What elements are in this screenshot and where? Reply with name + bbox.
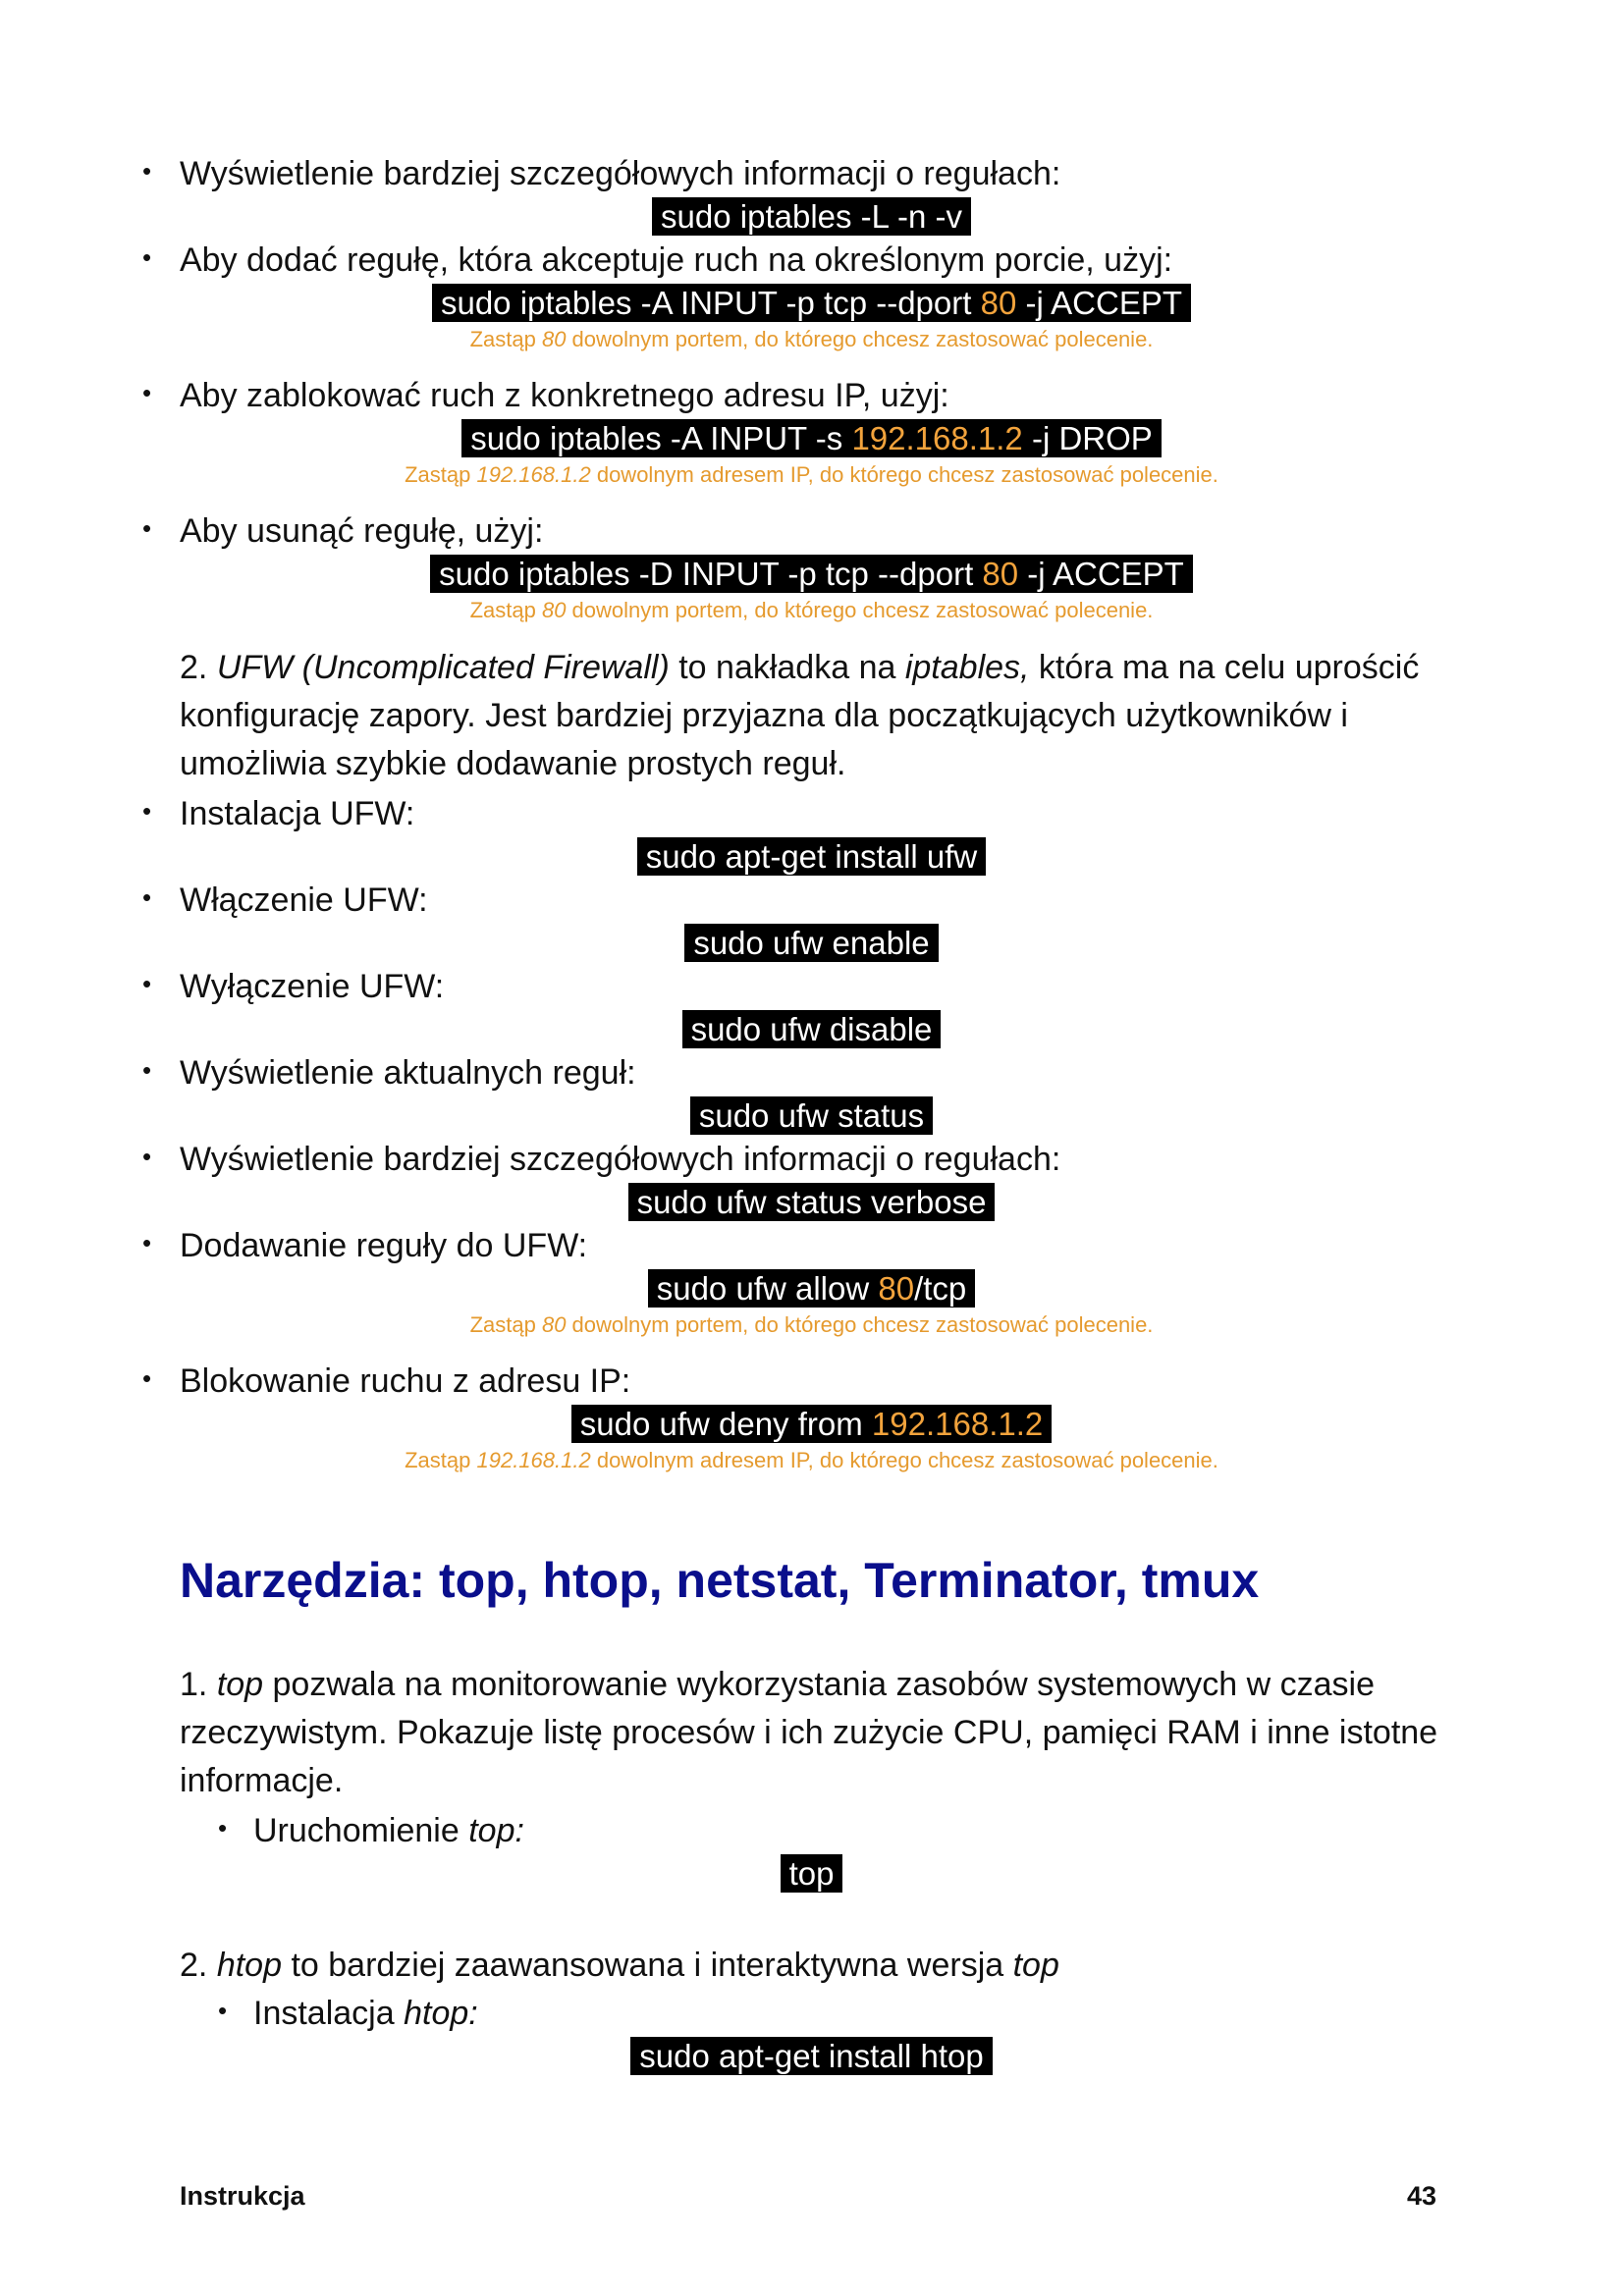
- bullet-iptables-verbose: [180, 152, 1456, 195]
- paragraph-htop: 2. htop to bardziej zaawansowana i interaktywna wersja top: [180, 1947, 1059, 1984]
- command-iptables-drop[interactable]: sudo iptables -A INPUT -s 192.168.1.2 -j DROP: [461, 419, 1162, 457]
- note-replace-ip: Zastąp 192.168.1.2 dowolnym adresem IP, do którego chcesz zastosować polecenie.: [405, 462, 1218, 487]
- command-row: [0, 1096, 1623, 1135]
- bullet-label: Wyświetlenie bardziej szczegółowych informacji o regułach:: [180, 155, 1061, 192]
- command-ufw-deny[interactable]: sudo ufw deny from 192.168.1.2: [571, 1405, 1053, 1443]
- command-top[interactable]: top: [781, 1854, 843, 1893]
- bullet-htop-install: • Instalacja htop:: [253, 1992, 1530, 2035]
- bullet-top-run: • Uruchomienie top:: [253, 1809, 1530, 1852]
- command-placeholder-port: 80: [982, 556, 1019, 592]
- bullet-ufw-enable: [180, 879, 1456, 922]
- command-row: [0, 2037, 1623, 2075]
- command-placeholder-ip: 192.168.1.2: [871, 1406, 1044, 1442]
- bullet-ufw-allow: [180, 1224, 1456, 1267]
- command-ufw-allow[interactable]: sudo ufw allow 80/tcp: [648, 1269, 976, 1308]
- note-replace-ip: Zastąp 192.168.1.2 dowolnym adresem IP, do którego chcesz zastosować polecenie.: [405, 1448, 1218, 1472]
- bullet-iptables-drop: [180, 374, 1456, 417]
- command-row: [0, 419, 1623, 457]
- bullet-iptables-accept: [180, 239, 1456, 282]
- bullet-label: Wyłączenie UFW:: [180, 968, 445, 1005]
- bullet-label: Instalacja UFW:: [180, 795, 415, 832]
- paragraph-top: 1. top pozwala na monitorowanie wykorzystania zasobów systemowych w czasie rzeczywistym. Pokazuje listę procesów i ich zużycie CPU, pamięci RAM i inne istotne informacje.: [180, 1666, 1438, 1799]
- command-htop-install[interactable]: sudo apt-get install htop: [630, 2037, 992, 2075]
- command-row: [0, 1183, 1623, 1221]
- bullet-label: Aby zablokować ruch z konkretnego adresu IP, użyj:: [180, 377, 949, 414]
- bullet-iptables-delete: [180, 509, 1456, 553]
- command-ufw-enable[interactable]: sudo ufw enable: [684, 924, 938, 962]
- command-placeholder-port: 80: [980, 285, 1017, 321]
- command-iptables-delete[interactable]: sudo iptables -D INPUT -p tcp --dport 80 -j ACCEPT: [430, 555, 1193, 593]
- note-replace-port: Zastąp 80 dowolnym portem, do którego chcesz zastosować polecenie.: [469, 598, 1154, 622]
- bullet-ufw-install: [180, 792, 1456, 835]
- command-ufw-install[interactable]: sudo apt-get install ufw: [637, 837, 987, 876]
- bullet-ufw-disable: [180, 965, 1456, 1008]
- command-row: [0, 837, 1623, 876]
- bullet-label: Dodawanie reguły do UFW:: [180, 1227, 588, 1264]
- bullet-label: Aby dodać regułę, która akceptuje ruch na określonym porcie, użyj:: [180, 241, 1173, 279]
- command-row: [0, 1269, 1623, 1308]
- command-row: [0, 1405, 1623, 1443]
- note-replace-port: Zastąp 80 dowolnym portem, do którego chcesz zastosować polecenie.: [469, 1312, 1154, 1337]
- bullet-ufw-deny: [180, 1360, 1456, 1403]
- bullet-label: Aby usunąć regułę, użyj:: [180, 512, 544, 550]
- bullet-label: Wyświetlenie aktualnych reguł:: [180, 1054, 636, 1092]
- command-row: [0, 1010, 1623, 1048]
- command-ufw-status[interactable]: sudo ufw status: [690, 1096, 933, 1135]
- bullet-ufw-verbose: [180, 1138, 1456, 1181]
- command-placeholder-port: 80: [878, 1270, 915, 1307]
- bullet-label: Wyświetlenie bardziej szczegółowych informacji o regułach:: [180, 1141, 1061, 1178]
- bullet-ufw-status: [180, 1051, 1456, 1095]
- paragraph-ufw-intro: 2. UFW (Uncomplicated Firewall) to nakładka na iptables, która ma na celu uprościć konfigurację zapory. Jest bardziej przyjazna dla początkujących użytkowników i umożliwia szybkie dodawanie prostych reguł.: [180, 649, 1420, 782]
- command-row: [0, 284, 1623, 322]
- command-placeholder-ip: 192.168.1.2: [851, 420, 1023, 456]
- footer-section-name: Instrukcja: [180, 2181, 305, 2211]
- section-heading-tools: Narzędzia: top, htop, netstat, Terminator, tmux: [180, 1553, 1260, 1608]
- footer-page-number: 43: [1406, 2181, 1436, 2211]
- command-row: [0, 555, 1623, 593]
- command-row: [0, 1854, 1623, 1893]
- command-ufw-disable[interactable]: sudo ufw disable: [682, 1010, 942, 1048]
- command-row: [0, 197, 1623, 236]
- command-row: [0, 924, 1623, 962]
- note-replace-port: Zastąp 80 dowolnym portem, do którego chcesz zastosować polecenie.: [469, 327, 1154, 351]
- command-iptables-accept[interactable]: sudo iptables -A INPUT -p tcp --dport 80 -j ACCEPT: [432, 284, 1191, 322]
- command-iptables-verbose[interactable]: sudo iptables -L -n -v: [652, 197, 971, 236]
- bullet-label: Blokowanie ruchu z adresu IP:: [180, 1362, 631, 1400]
- command-ufw-status-verbose[interactable]: sudo ufw status verbose: [628, 1183, 996, 1221]
- bullet-label: Włączenie UFW:: [180, 881, 428, 919]
